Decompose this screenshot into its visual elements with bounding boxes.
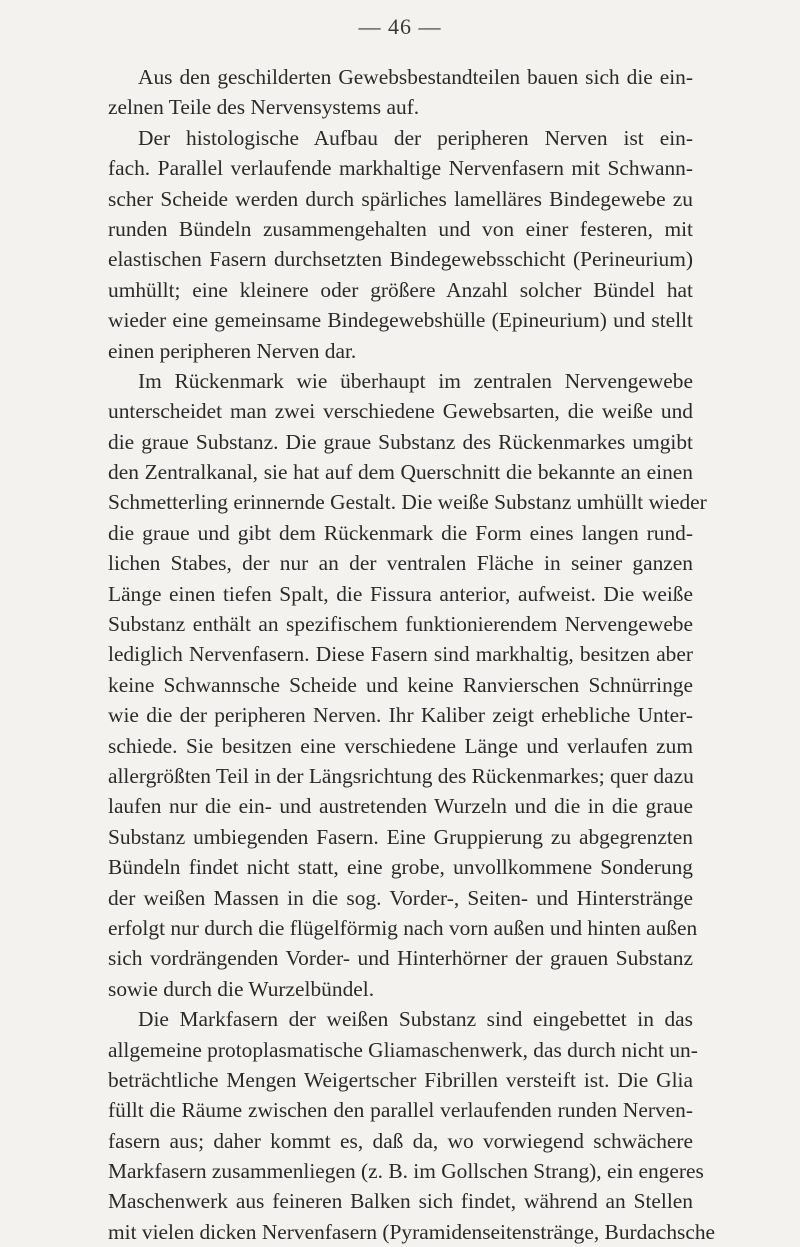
text-line: Bündeln findet nicht statt, eine grobe, unvollkommene Sonderung	[108, 855, 693, 880]
text-line: die graue und gibt dem Rückenmark die Form eines langen rund-	[108, 520, 693, 545]
text-line: Substanz umbiegenden Fasern. Eine Gruppierung zu abgegrenzten	[108, 824, 693, 849]
text-line: beträchtliche Mengen Weigertscher Fibrillen versteift ist. Die Glia	[108, 1067, 693, 1092]
paragraph	[108, 366, 707, 1004]
text-line: sich vordrängenden Vorder- und Hinterhörner der grauen Substanz	[108, 946, 693, 971]
text-line: elastischen Fasern durchsetzten Bindegewebsschicht (Perineurium)	[108, 247, 693, 272]
text-line: laufen nur die ein- und austretenden Wurzeln und die in die graue	[108, 794, 693, 819]
text-line: die graue Substanz. Die graue Substanz des Rückenmarkes umgibt	[108, 429, 693, 454]
text-line: umhüllt; eine kleinere oder größere Anzahl solcher Bündel hat	[108, 277, 693, 302]
text-line: keine Schwannsche Scheide und keine Ranvierschen Schnürringe	[108, 672, 693, 697]
text-line: erfolgt nur durch die flügelförmig nach vorn außen und hinten außen	[108, 915, 698, 940]
text-line: scher Scheide werden durch spärliches lamelläres Bindegewebe zu	[108, 186, 693, 211]
paragraph	[108, 123, 693, 366]
text-line: allergrößten Teil in der Längsrichtung des Rückenmarkes; quer dazu	[108, 763, 694, 788]
text-line: den Zentralkanal, sie hat auf dem Querschnitt die bekannte an einen	[108, 460, 693, 485]
paragraph	[108, 62, 693, 123]
text-line: Im Rückenmark wie überhaupt im zentralen Nervengewebe	[138, 368, 693, 393]
text-line: allgemeine protoplasmatische Gliamaschenwerk, das durch nicht un-	[108, 1037, 698, 1062]
text-line: sowie durch die Wurzelbündel.	[108, 976, 375, 1001]
text-line: fach. Parallel verlaufende markhaltige Nervenfasern mit Schwann-	[108, 156, 693, 181]
text-line: Die Markfasern der weißen Substanz sind eingebettet in das	[138, 1007, 693, 1032]
paragraph	[108, 1004, 716, 1247]
text-line: Aus den geschilderten Gewebsbestandteilen bauen sich die ein-	[138, 65, 693, 89]
text-line: Länge einen tiefen Spalt, die Fissura anterior, aufweist. Die weiße	[108, 581, 693, 606]
text-line: einen peripheren Nerven dar.	[108, 338, 357, 363]
text-line: lediglich Nervenfasern. Diese Fasern sind markhaltig, besitzen aber	[108, 642, 693, 667]
body-text	[108, 62, 716, 1247]
text-line: runden Bündeln zusammengehalten und von einer festeren, mit	[108, 216, 693, 241]
text-line: Substanz enthält an spezifischem funktionierendem Nervengewebe	[108, 612, 693, 637]
text-line: füllt die Räume zwischen den parallel verlaufenden runden Nerven-	[108, 1098, 693, 1123]
text-line: lichen Stabes, der nur an der ventralen Fläche in seiner ganzen	[108, 551, 693, 576]
text-line: schiede. Sie besitzen eine verschiedene Länge und verlaufen zum	[108, 733, 693, 758]
text-line: zelnen Teile des Nervensystems auf.	[108, 95, 420, 120]
text-line: Schmetterling erinnernde Gestalt. Die weiße Substanz umhüllt wieder	[108, 490, 707, 515]
text-line: der weißen Massen in die sog. Vorder-, Seiten- und Hinterstränge	[108, 885, 693, 910]
text-line: mit vielen dicken Nervenfasern (Pyramidenseitenstränge, Burdachsche	[108, 1219, 716, 1244]
text-line: Der histologische Aufbau der peripheren Nerven ist ein-	[138, 125, 693, 150]
text-line: Markfasern zusammenliegen (z. B. im Gollschen Strang), ein engeres	[108, 1159, 704, 1184]
text-line: fasern aus; daher kommt es, daß da, wo vorwiegend schwächere	[108, 1128, 693, 1153]
text-line: wie die der peripheren Nerven. Ihr Kaliber zeigt erhebliche Unter-	[108, 703, 693, 728]
text-line: unterscheidet man zwei verschiedene Gewebsarten, die weiße und	[108, 399, 693, 424]
text-line: Maschenwerk aus feineren Balken sich findet, während an Stellen	[108, 1189, 693, 1214]
text-line: wieder eine gemeinsame Bindegewebshülle (Epineurium) und stellt	[108, 308, 693, 333]
page-number: — 46 —	[358, 14, 442, 39]
